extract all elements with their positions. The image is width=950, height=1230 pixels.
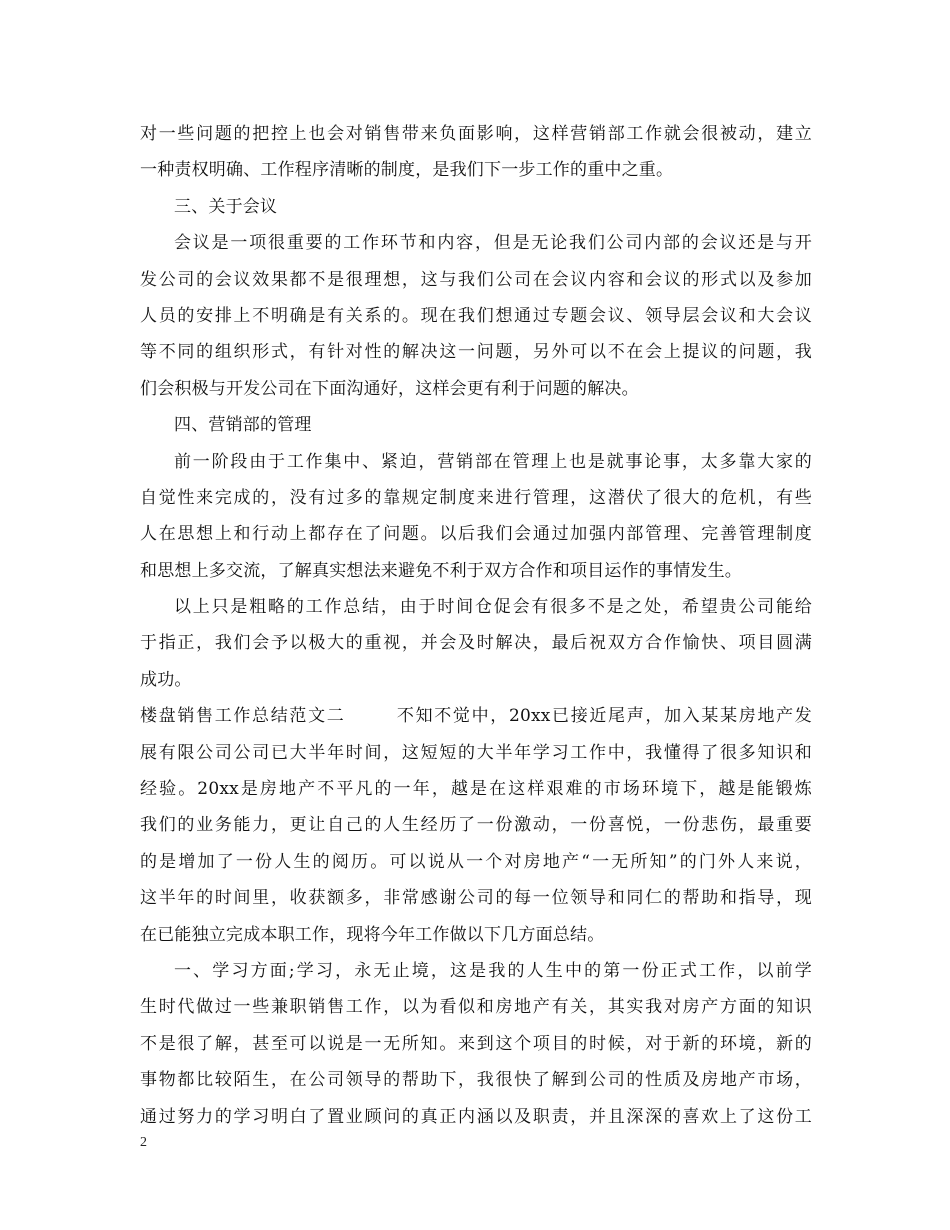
- text-line: 发公司的会议效果都不是很理想，这与我们公司在会议内容和会议的形式以及参加: [140, 269, 812, 290]
- text-line: 人员的安排上不明确是有关系的。现在我们想通过专题会议、领导层会议和大会议: [140, 305, 812, 326]
- text-line: 以上只是粗略的工作总结，由于时间仓促会有很多不是之处，希望贵公司能给: [174, 597, 812, 618]
- text-line: 生时代做过一些兼职销售工作，以为看似和房地产有关，其实我对房产方面的知识: [140, 997, 812, 1018]
- section-heading: 三、关于会议: [174, 196, 278, 217]
- article-title: 楼盘销售工作总结范文二: [140, 706, 346, 727]
- text-line: 成功。: [140, 669, 192, 690]
- text-line: 这半年的时间里，收获额多，非常感谢公司的每一位领导和同仁的帮助和指导，现: [140, 888, 812, 909]
- text-line: 通过努力的学习明白了置业顾问的真正内涵以及职责，并且深深的喜欢上了这份工: [140, 1106, 812, 1127]
- text-line: 一、学习方面;学习，永无止境，这是我的人生中的第一份正式工作，以前学: [174, 960, 812, 981]
- text-line: 前一阶段由于工作集中、紧迫，营销部在管理上也是就事论事，太多靠大家的: [174, 451, 812, 472]
- text-line: 我们的业务能力，更让自己的人生经历了一份激动，一份喜悦，一份悲伤，最重要: [140, 815, 812, 836]
- text-line: 事物都比较陌生，在公司领导的帮助下，我很快了解到公司的性质及房地产市场，: [140, 1070, 812, 1091]
- text-line: 和思想上多交流，了解真实想法来避免不利于双方合作和项目运作的事情发生。: [140, 560, 742, 581]
- document-body: [140, 116, 812, 1135]
- page-number: 2: [140, 1135, 147, 1150]
- section-heading: 四、营销部的管理: [174, 415, 312, 436]
- text-line: 们会积极与开发公司在下面沟通好，这样会更有利于问题的解决。: [140, 378, 639, 399]
- text-line: 会议是一项很重要的工作环节和内容，但是无论我们公司内部的会议还是与开: [174, 233, 812, 254]
- text-line: 一种责权明确、工作程序清晰的制度，是我们下一步工作的重中之重。: [140, 160, 674, 181]
- text-line: 自觉性来完成的，没有过多的靠规定制度来进行管理，这潜伏了很大的危机，有些: [140, 487, 812, 508]
- text-line: 于指正，我们会予以极大的重视，并会及时解决，最后祝双方合作愉快、项目圆满: [140, 633, 812, 654]
- text-line: 对一些问题的把控上也会对销售带来负面影响，这样营销部工作就会很被动，建立: [140, 124, 812, 144]
- text-line: 人在思想上和行动上都存在了问题。以后我们会通过加强内部管理、完善管理制度: [140, 524, 812, 545]
- text-line: 的是增加了一份人生的阅历。可以说从一个对房地产“一无所知”的门外人来说，: [140, 851, 812, 872]
- article-title-line: [140, 698, 812, 734]
- text-line: 经验。20xx是房地产不平凡的一年，越是在这样艰难的市场环境下，越是能锻炼: [140, 779, 812, 800]
- text-line: 等不同的组织形式，有针对性的解决这一问题，另外可以不在会上提议的问题，我: [140, 342, 812, 363]
- text-line: 不是很了解，甚至可以说是一无所知。来到这个项目的时候，对于新的环境，新的: [140, 1033, 812, 1054]
- text-line: 在已能独立完成本职工作，现将今年工作做以下几方面总结。: [140, 924, 605, 945]
- text-line: 展有限公司公司已大半年时间，这短短的大半年学习工作中，我懂得了很多知识和: [140, 742, 812, 763]
- article-opening-text: 不知不觉中，20xx已接近尾声，加入某某房地产发: [395, 706, 812, 727]
